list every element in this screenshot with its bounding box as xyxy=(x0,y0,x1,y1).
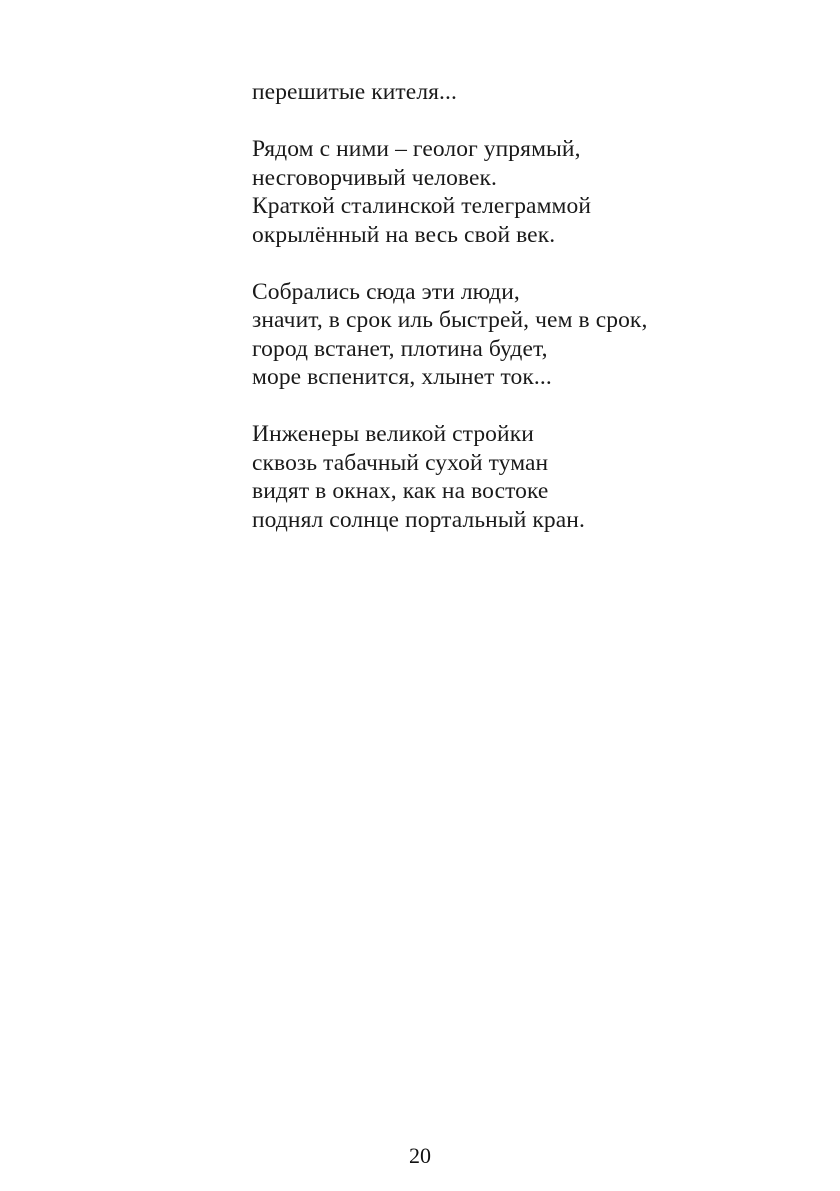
poem-line: окрылённый на весь свой век. xyxy=(252,221,556,248)
poem-line: значит, в срок иль быстрей, чем в срок, xyxy=(252,307,648,333)
poem-line: перешитые кителя... xyxy=(252,79,457,105)
poem-line: город встанет, плотина будет, xyxy=(252,335,548,362)
page-footer xyxy=(0,1143,840,1169)
poem-stanza xyxy=(252,420,772,534)
poem-line: поднял солнце портальный кран. xyxy=(252,506,585,533)
poem-line: сквозь табачный сухой туман xyxy=(252,449,549,476)
poem-stanza-continuation xyxy=(252,78,772,107)
page-number: 20 xyxy=(409,1143,431,1168)
poem-line: Инженеры великой стройки xyxy=(252,421,534,447)
poem-line: Краткой сталинской телеграммой xyxy=(252,193,592,219)
poem-stanza xyxy=(252,135,772,249)
poem-line: Рядом с ними – геолог упрямый, xyxy=(252,136,581,162)
poem-text xyxy=(252,78,772,563)
poem-line: несговорчивый человек. xyxy=(252,164,498,191)
poem-stanza xyxy=(252,278,772,392)
poem-line: видят в окнах, как на востоке xyxy=(252,478,549,504)
poem-line: море вспенится, хлынет ток... xyxy=(252,364,552,390)
poem-line: Собрались сюда эти люди, xyxy=(252,278,520,305)
